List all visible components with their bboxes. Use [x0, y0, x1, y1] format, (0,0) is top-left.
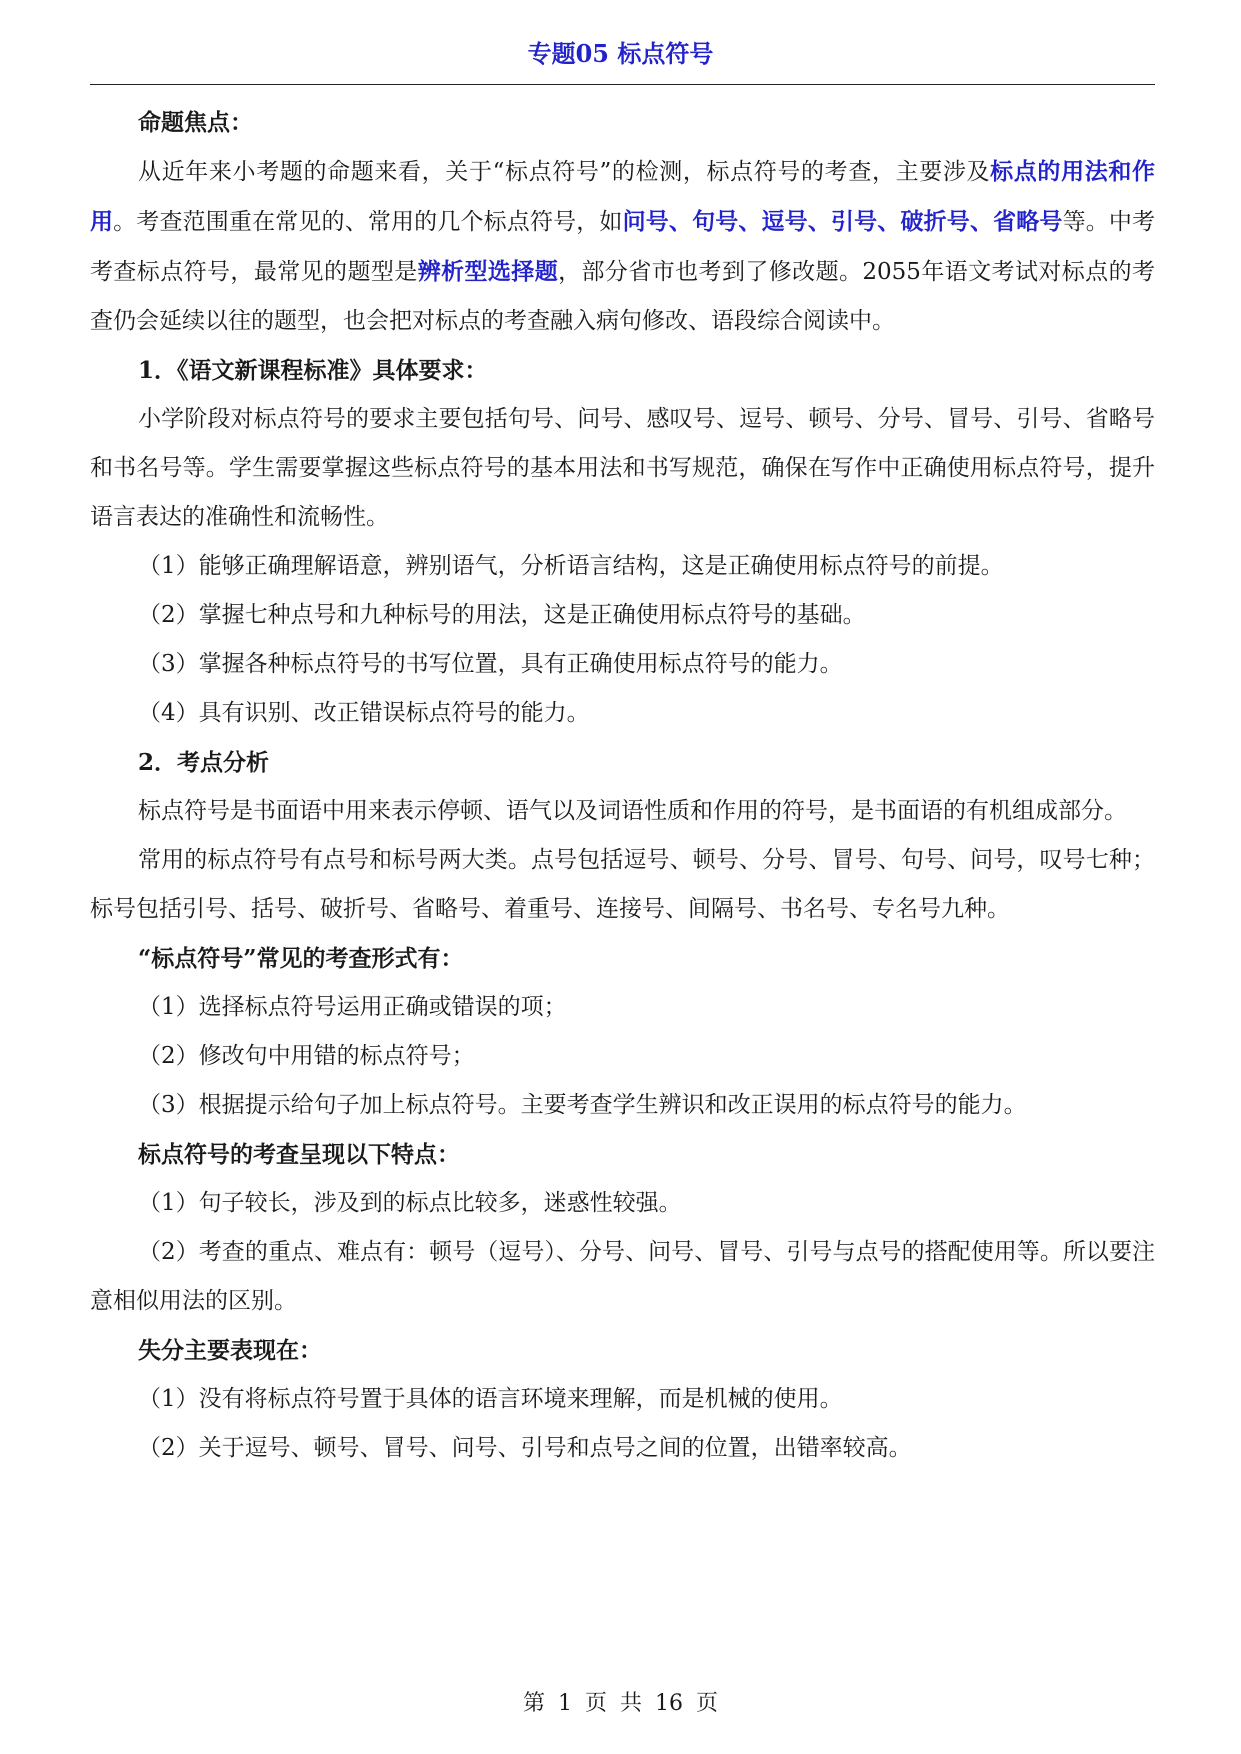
section1-intro: 小学阶段对标点符号的要求主要包括句号、问号、感叹号、逗号、顿号、分号、冒号、引号、省略号和书名号等。学生需要掌握这些标点符号的基本用法和书写规范，确保在写作中正确使用标点符号，提升语言表达的准确性和流畅性。	[90, 406, 1155, 530]
section2-paragraph: 常用的标点符号有点号和标号两大类。点号包括逗号、顿号、分号、冒号、句号、问号，叹号七种；标号包括引号、括号、破折号、省略号、着重号、连接号、间隔号、书名号、专名号九种。	[90, 847, 1155, 922]
highlight-dash: 破折号	[900, 208, 970, 235]
highlight-usage: 标点的用法和作用	[90, 158, 1155, 235]
list-item: （3）掌握各种标点符号的书写位置，具有正确使用标点符号的能力。	[138, 651, 843, 677]
highlight-question-type: 辨析型选择题	[417, 258, 559, 285]
highlight-comma: 逗号	[761, 208, 808, 235]
header-divider	[90, 84, 1155, 85]
section2-paragraph: 标点符号是书面语中用来表示停顿、语气以及词语性质和作用的符号，是书面语的有机组成部分。	[138, 798, 1127, 824]
focus-paragraph	[90, 147, 1155, 346]
separator: 、	[877, 208, 901, 235]
loss-heading: 失分主要表现在：	[138, 1337, 322, 1364]
highlight-ellipsis: 省略号	[993, 208, 1063, 235]
list-item: （2）考查的重点、难点有：顿号（逗号）、分号、问号、冒号、引号与点号的搭配使用等。所以要注意相似用法的区别。	[90, 1239, 1155, 1314]
document-body	[90, 98, 1155, 1473]
list-item: （2）掌握七种点号和九种标号的用法，这是正确使用标点符号的基础。	[138, 602, 866, 628]
focus-text-c: 等。中考考查标点符号，最常见的题型是	[90, 209, 1156, 285]
list-item: （2）关于逗号、顿号、冒号、问号、引号和点号之间的位置，出错率较高。	[138, 1435, 912, 1461]
page-title: 专题05 标点符号	[527, 39, 714, 68]
section2-heading: 2．考点分析	[138, 749, 270, 776]
list-item: （4）具有识别、改正错误标点符号的能力。	[138, 700, 590, 726]
features-heading: 标点符号的考查呈现以下特点：	[138, 1141, 460, 1168]
focus-text-d: ，部分省市也考到了修改题。2055年语文考试对标点的考查仍会延续以往的题型，也会把对标点的考查融入病句修改、语段综合阅读中。	[90, 259, 1155, 334]
highlight-period: 句号	[692, 208, 739, 235]
page-number: 第 1 页 共 16 页	[523, 1691, 718, 1716]
list-item: （1）选择标点符号运用正确或错误的项；	[138, 994, 567, 1020]
list-item: （1）能够正确理解语意，辨别语气，分析语言结构，这是正确使用标点符号的前提。	[138, 553, 1004, 579]
list-item: （2）修改句中用错的标点符号；	[138, 1043, 475, 1069]
separator: 、	[668, 208, 693, 235]
highlight-question-mark: 问号	[622, 208, 669, 235]
focus-heading: 命题焦点：	[138, 109, 253, 136]
list-item: （1）句子较长，涉及到的标点比较多，迷惑性较强。	[138, 1190, 682, 1216]
focus-text-b: 。考查范围重在常见的、常用的几个标点符号，如	[113, 209, 623, 235]
separator: 、	[738, 208, 762, 235]
section1-heading: 1．《语文新课程标准》具体要求：	[138, 357, 488, 384]
separator: 、	[807, 208, 831, 235]
list-item: （3）根据提示给句子加上标点符号。主要考查学生辨识和改正误用的标点符号的能力。	[138, 1092, 1027, 1118]
list-item: （1）没有将标点符号置于具体的语言环境来理解，而是机械的使用。	[138, 1386, 843, 1412]
separator: 、	[969, 208, 994, 235]
focus-text-a: 从近年来小考题的命题来看，关于“标点符号”的检测，标点符号的考查，主要涉及	[138, 159, 991, 185]
highlight-quote: 引号	[831, 208, 878, 235]
forms-heading: “标点符号”常见的考查形式有：	[138, 945, 464, 972]
